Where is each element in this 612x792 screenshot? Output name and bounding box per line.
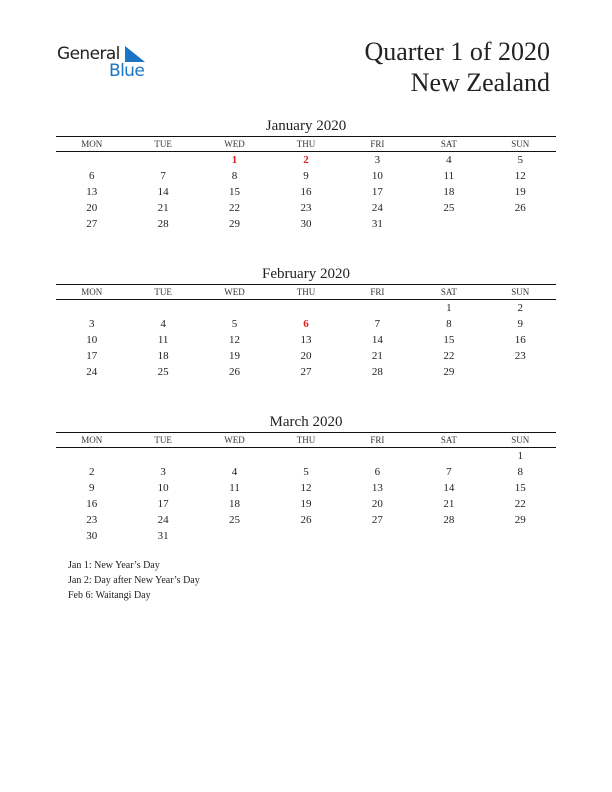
empty-cell — [485, 528, 556, 544]
date-cell: 18 — [157, 350, 169, 362]
date-cell: 2 — [517, 302, 524, 314]
date-cell: 28 — [371, 366, 383, 378]
week-row — [56, 300, 556, 317]
weekday-label: MON — [56, 433, 127, 448]
date-cell: 15 — [514, 482, 526, 494]
date-cell: 22 — [229, 202, 241, 214]
logo-text-blue: Blue — [109, 61, 145, 81]
date-cell: 8 — [231, 170, 238, 182]
date-cell: 26 — [514, 202, 526, 214]
date-cell: 11 — [229, 482, 240, 494]
date-cell: 3 — [160, 466, 166, 478]
week-row — [56, 316, 556, 332]
date-cell: 13 — [371, 482, 383, 494]
logo-text-general: General — [57, 44, 120, 64]
date-cell: 12 — [229, 334, 241, 346]
date-cell: 31 — [157, 530, 169, 542]
week-row — [56, 512, 556, 528]
week-row — [56, 348, 556, 364]
calendar-grid — [56, 136, 556, 232]
date-cell: 23 — [300, 202, 312, 214]
date-cell: 23 — [86, 514, 98, 526]
weekday-label: FRI — [342, 285, 413, 300]
date-cell: 25 — [229, 514, 241, 526]
empty-cell — [342, 300, 413, 317]
date-cell: 19 — [229, 350, 241, 362]
week-row — [56, 216, 556, 232]
empty-cell — [485, 216, 556, 232]
holiday-note: Jan 2: Day after New Year’s Day — [68, 575, 200, 586]
logo-triangle-icon — [125, 46, 145, 62]
weekday-label: TUE — [127, 433, 198, 448]
holiday-note: Jan 1: New Year’s Day — [68, 560, 160, 571]
week-row — [56, 480, 556, 496]
date-cell: 21 — [371, 350, 383, 362]
date-cell: 28 — [443, 514, 455, 526]
date-cell: 30 — [300, 218, 312, 230]
weekday-label: THU — [270, 433, 341, 448]
date-cell: 1 — [446, 302, 452, 314]
date-cell: 21 — [443, 498, 455, 510]
date-cell: 10 — [86, 334, 98, 346]
weekday-label: SUN — [485, 137, 556, 152]
empty-cell — [127, 152, 198, 169]
date-cell: 3 — [88, 318, 95, 330]
date-cell: 20 — [86, 202, 98, 214]
date-cell: 27 — [300, 366, 312, 378]
date-cell: 24 — [157, 514, 169, 526]
month-february — [56, 265, 556, 380]
date-cell: 11 — [157, 334, 169, 346]
date-cell: 16 — [300, 186, 312, 198]
country-name: New Zealand — [410, 68, 550, 97]
date-cell: 19 — [514, 186, 526, 198]
date-cell: 5 — [517, 154, 524, 166]
empty-cell — [342, 448, 413, 465]
weekday-label: FRI — [342, 433, 413, 448]
date-cell: 14 — [443, 482, 455, 494]
date-cell: 29 — [514, 514, 526, 526]
page-header — [364, 36, 550, 98]
date-cell: 18 — [443, 186, 455, 198]
empty-cell — [127, 300, 198, 317]
empty-cell — [56, 152, 127, 169]
date-cell: 16 — [86, 498, 98, 510]
empty-cell — [270, 448, 341, 465]
date-cell: 15 — [229, 186, 241, 198]
empty-cell — [413, 216, 484, 232]
weekday-label: MON — [56, 285, 127, 300]
empty-cell — [342, 528, 413, 544]
week-row — [56, 332, 556, 348]
date-cell: 25 — [157, 366, 169, 378]
date-cell: 18 — [229, 498, 241, 510]
date-cell: 5 — [303, 466, 309, 478]
weekday-header-row — [56, 137, 556, 152]
date-cell: 1 — [517, 450, 524, 462]
date-cell: 29 — [443, 366, 455, 378]
date-cell: 6 — [374, 466, 381, 478]
calendar-grid — [56, 284, 556, 380]
date-cell: 3 — [374, 154, 381, 166]
date-cell: 31 — [371, 218, 383, 230]
date-cell: 13 — [86, 186, 98, 198]
empty-cell — [413, 448, 484, 465]
date-cell: 6 — [88, 170, 95, 182]
date-cell: 16 — [514, 334, 526, 346]
date-cell: 4 — [160, 318, 166, 330]
empty-cell — [56, 300, 127, 317]
date-cell: 29 — [229, 218, 241, 230]
date-cell: 10 — [157, 482, 169, 494]
date-cell: 27 — [86, 218, 98, 230]
date-cell: 12 — [300, 482, 312, 494]
date-cell: 25 — [443, 202, 455, 214]
weekday-label: TUE — [127, 285, 198, 300]
empty-cell — [413, 528, 484, 544]
date-cell: 11 — [443, 170, 455, 182]
date-cell: 13 — [300, 334, 312, 346]
date-cell: 9 — [303, 170, 309, 182]
weekday-label: THU — [270, 285, 341, 300]
date-cell: 4 — [446, 154, 452, 166]
empty-cell — [485, 364, 556, 380]
empty-cell — [56, 448, 127, 465]
date-cell: 28 — [157, 218, 169, 230]
date-cell: 17 — [371, 186, 383, 198]
week-row — [56, 448, 556, 465]
date-cell: 30 — [86, 530, 98, 542]
month-title: February 2020 — [262, 266, 350, 282]
date-cell: 7 — [446, 466, 452, 478]
empty-cell — [270, 528, 341, 544]
holiday-date-cell: 6 — [303, 318, 309, 330]
weekday-label: MON — [56, 137, 127, 152]
week-row — [56, 200, 556, 216]
date-cell: 17 — [86, 350, 98, 362]
empty-cell — [199, 448, 270, 465]
date-cell: 12 — [514, 170, 526, 182]
date-cell: 27 — [371, 514, 383, 526]
month-january — [56, 117, 556, 232]
date-cell: 8 — [517, 466, 524, 478]
generalblue-logo — [57, 44, 157, 84]
date-cell: 24 — [86, 366, 98, 378]
holiday-notes — [68, 558, 200, 603]
empty-cell — [199, 300, 270, 317]
weekday-label: FRI — [342, 137, 413, 152]
date-cell: 24 — [371, 202, 383, 214]
date-cell: 21 — [157, 202, 169, 214]
week-row — [56, 464, 556, 480]
date-cell: 26 — [229, 366, 241, 378]
weekday-label: THU — [270, 137, 341, 152]
holiday-note: Feb 6: Waitangi Day — [68, 590, 151, 601]
weekday-header-row — [56, 433, 556, 448]
weekday-header-row — [56, 285, 556, 300]
date-cell: 7 — [160, 170, 166, 182]
weekday-label: SAT — [413, 137, 484, 152]
weekday-label: SUN — [485, 285, 556, 300]
weekday-label: SAT — [413, 433, 484, 448]
date-cell: 9 — [88, 482, 95, 494]
date-cell: 2 — [88, 466, 95, 478]
holiday-date-cell: 2 — [303, 154, 309, 166]
empty-cell — [199, 528, 270, 544]
week-row — [56, 168, 556, 184]
month-title: March 2020 — [269, 414, 343, 430]
week-row — [56, 184, 556, 200]
month-title: January 2020 — [265, 118, 347, 134]
date-cell: 4 — [231, 466, 238, 478]
date-cell: 14 — [157, 186, 169, 198]
weekday-label: WED — [199, 285, 270, 300]
week-row — [56, 528, 556, 544]
date-cell: 22 — [514, 498, 526, 510]
calendar-grid — [56, 432, 556, 544]
date-cell: 14 — [371, 334, 383, 346]
date-cell: 15 — [443, 334, 455, 346]
empty-cell — [127, 448, 198, 465]
date-cell: 26 — [300, 514, 312, 526]
date-cell: 5 — [231, 318, 238, 330]
weekday-label: TUE — [127, 137, 198, 152]
date-cell: 10 — [371, 170, 383, 182]
date-cell: 9 — [517, 318, 524, 330]
date-cell: 20 — [371, 498, 383, 510]
week-row — [56, 364, 556, 380]
weekday-label: WED — [199, 433, 270, 448]
page-title: Quarter 1 of 2020 — [364, 37, 550, 66]
date-cell: 23 — [514, 350, 526, 362]
month-march — [56, 413, 556, 544]
date-cell: 22 — [443, 350, 455, 362]
weekday-label: SAT — [413, 285, 484, 300]
holiday-date-cell: 1 — [231, 154, 238, 166]
weekday-label: SUN — [485, 433, 556, 448]
empty-cell — [270, 300, 341, 317]
week-row — [56, 152, 556, 169]
week-row — [56, 496, 556, 512]
date-cell: 17 — [157, 498, 169, 510]
weekday-label: WED — [199, 137, 270, 152]
date-cell: 7 — [374, 318, 381, 330]
date-cell: 19 — [300, 498, 312, 510]
date-cell: 8 — [446, 318, 452, 330]
date-cell: 20 — [300, 350, 312, 362]
